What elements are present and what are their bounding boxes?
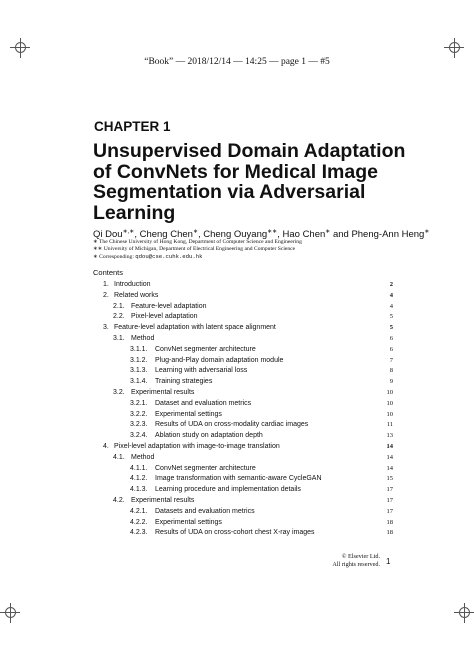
author-mark: ∗,∗	[122, 229, 135, 235]
copyright-text: © Elsevier Ltd.	[341, 553, 380, 560]
toc-entry-page: 8	[389, 367, 393, 375]
toc-entry[interactable]	[93, 291, 393, 301]
toc-entry-title: Learning procedure and implementation details	[155, 486, 301, 494]
affiliation-line: ∗ The Chinese University of Hong Kong, Department of Computer Science and Engineering	[93, 239, 302, 245]
toc-entry[interactable]	[93, 410, 393, 420]
toc-entry-page: 17	[386, 486, 393, 494]
toc-entry-title: Feature-level adaptation	[131, 302, 207, 310]
toc-entry-page: 17	[386, 507, 393, 515]
toc-entry-number: 4.2.	[113, 497, 125, 504]
toc-entry-title: Experimental results	[131, 389, 195, 396]
toc-entry-page: 6	[389, 345, 393, 353]
toc-entry-page: 9	[389, 378, 393, 386]
toc-entry-page: 6	[389, 335, 393, 342]
toc-entry-page: 13	[386, 432, 393, 440]
toc-entry[interactable]	[93, 453, 393, 463]
toc-entry[interactable]	[93, 485, 393, 495]
toc-entry-title: Feature-level adaptation with latent space alignment	[114, 324, 276, 332]
toc-entry-title: Experimental settings	[155, 518, 222, 526]
toc-entry-number: 2.	[103, 291, 109, 299]
toc-entry-page: 7	[389, 356, 393, 364]
toc-entry-title: Experimental results	[131, 497, 195, 504]
title-line: Learning	[93, 201, 176, 224]
toc-entry-title: Ablation study on adaptation depth	[155, 432, 263, 440]
toc-entry[interactable]	[93, 399, 393, 409]
toc-entry-title: Related works	[114, 291, 159, 299]
toc-entry-number: 2.2.	[113, 313, 125, 321]
toc-entry-number: 4.	[103, 443, 109, 450]
toc-entry-number: 4.1.3.	[130, 486, 148, 494]
toc-entry-page: 17	[386, 497, 393, 504]
toc-entry-number: 3.2.1.	[130, 399, 148, 407]
toc-entry-number: 3.1.2.	[130, 356, 148, 364]
toc-entry[interactable]	[93, 474, 393, 484]
toc-entry-title: Plug-and-Play domain adaptation module	[155, 356, 284, 364]
toc-entry-number: 3.1.	[113, 335, 125, 342]
toc-entry[interactable]	[93, 431, 393, 441]
running-header: “Book” — 2018/12/14 — 14:25 — page 1 — #5	[144, 57, 330, 67]
toc-entry-title: Introduction	[114, 281, 151, 288]
toc-entry-number: 3.	[103, 324, 109, 332]
toc-entry[interactable]	[93, 442, 393, 452]
author-name: , Cheng Ouyang	[197, 229, 268, 241]
toc-entry-page: 14	[386, 464, 393, 472]
author-mark: ∗∗	[267, 229, 278, 235]
toc-entry[interactable]	[93, 420, 393, 430]
toc-entry[interactable]	[93, 323, 393, 333]
toc-entry-number: 3.2.	[113, 389, 125, 396]
author-name: and Pheng-Ann Heng	[330, 229, 425, 241]
chapter-title	[93, 141, 413, 223]
corresponding-email: qdou@cse.cuhk.edu.hk	[135, 253, 203, 260]
toc-entry-number: 4.2.2.	[130, 518, 148, 526]
toc-entry-number: 4.2.3.	[130, 529, 148, 537]
corresponding-line	[93, 253, 202, 260]
toc-entry-page: 5	[389, 313, 393, 321]
toc-entry[interactable]	[93, 280, 393, 290]
title-line: Unsupervised Domain Adaptation	[93, 140, 406, 162]
toc-entry-page: 14	[386, 443, 393, 450]
toc-entry-title: Results of UDA on cross-cohort chest X-ray images	[155, 529, 315, 537]
chapter-label: CHAPTER 1	[94, 119, 171, 134]
toc-entry-title: Dataset and evaluation metrics	[155, 399, 252, 407]
toc-entry-number: 3.2.4.	[130, 432, 148, 440]
rights-text: All rights reserved.	[332, 561, 380, 568]
toc-entry-number: 4.1.2.	[130, 475, 148, 483]
toc-entry[interactable]	[93, 312, 393, 322]
toc-entry-number: 3.1.1.	[130, 345, 148, 353]
toc-entry[interactable]	[93, 377, 393, 387]
toc-entry-title: Results of UDA on cross-modality cardiac images	[155, 421, 309, 429]
toc-entry-number: 4.1.	[113, 453, 125, 461]
toc-entry-title: Training strategies	[155, 378, 213, 386]
toc-entry[interactable]	[93, 528, 393, 538]
toc-entry-number: 2.1.	[113, 302, 125, 310]
toc-entry-page: 10	[386, 399, 393, 407]
toc-entry-title: Method	[131, 335, 155, 342]
toc-entry[interactable]	[93, 507, 393, 517]
toc-entry-title: Image transformation with semantic-aware CycleGAN	[155, 475, 322, 483]
toc-entry-page: 11	[386, 421, 393, 429]
title-line: of ConvNets for Medical Image	[93, 160, 378, 183]
toc-entry[interactable]	[93, 345, 393, 355]
toc-entry-page: 4	[389, 291, 393, 299]
toc-entry[interactable]	[93, 356, 393, 366]
toc-entry-page: 15	[386, 475, 393, 483]
toc-entry[interactable]	[93, 518, 393, 528]
toc-entry-title: ConvNet segmenter architecture	[155, 345, 256, 353]
toc-entry-page: 2	[389, 281, 393, 288]
toc-entry-number: 3.1.4.	[130, 378, 148, 386]
toc-entry-title: Learning with adversarial loss	[155, 367, 248, 375]
toc-entry-number: 3.2.2.	[130, 410, 148, 418]
toc-entry[interactable]	[93, 366, 393, 376]
toc-entry-page: 4	[389, 302, 393, 310]
title-line: Segmentation via Adversarial	[93, 181, 366, 203]
toc-entry[interactable]	[93, 388, 393, 398]
toc-entry-page: 5	[389, 324, 393, 332]
toc-entry-number: 1.	[103, 281, 109, 288]
toc-entry-number: 4.2.1.	[130, 507, 148, 515]
toc-entry[interactable]	[93, 302, 393, 312]
toc-entry-page: 10	[386, 389, 393, 396]
toc-entry-title: Pixel-level adaptation with image-to-image translation	[114, 443, 280, 450]
toc-entry-page: 18	[386, 529, 393, 537]
toc-entry-title: ConvNet segmenter architecture	[155, 464, 256, 472]
toc-entry-title: Method	[131, 453, 155, 461]
copyright-notice	[300, 553, 380, 569]
author-mark: ∗	[192, 229, 198, 235]
author-name: , Cheng Chen	[134, 229, 193, 241]
author-name: , Hao Chen	[277, 229, 326, 241]
toc-entry-number: 3.2.3.	[130, 421, 148, 429]
page-number: 1	[386, 557, 391, 566]
toc-entry-page: 10	[386, 410, 393, 418]
toc-entry-title: Pixel-level adaptation	[131, 313, 198, 321]
author-name: Qi Dou	[93, 229, 123, 241]
affiliation-line: ∗∗ University of Michigan, Department of Electrical Engineering and Computer Science	[93, 246, 296, 252]
corresponding-prefix: ∗ Corresponding:	[93, 254, 136, 260]
contents-heading: Contents	[93, 268, 124, 277]
toc-entry-page: 18	[386, 518, 393, 526]
toc-entry[interactable]	[93, 464, 393, 474]
toc-entry-page: 14	[386, 453, 393, 461]
author-mark: ∗	[325, 229, 331, 235]
toc-entry-title: Datasets and evaluation metrics	[155, 507, 255, 515]
toc-entry[interactable]	[93, 496, 393, 506]
toc-entry-title: Experimental settings	[155, 410, 222, 418]
toc-entry-number: 4.1.1.	[130, 464, 148, 472]
author-mark: ∗	[424, 229, 430, 235]
toc-entry-number: 3.1.3.	[130, 367, 148, 375]
toc-entry[interactable]	[93, 334, 393, 344]
